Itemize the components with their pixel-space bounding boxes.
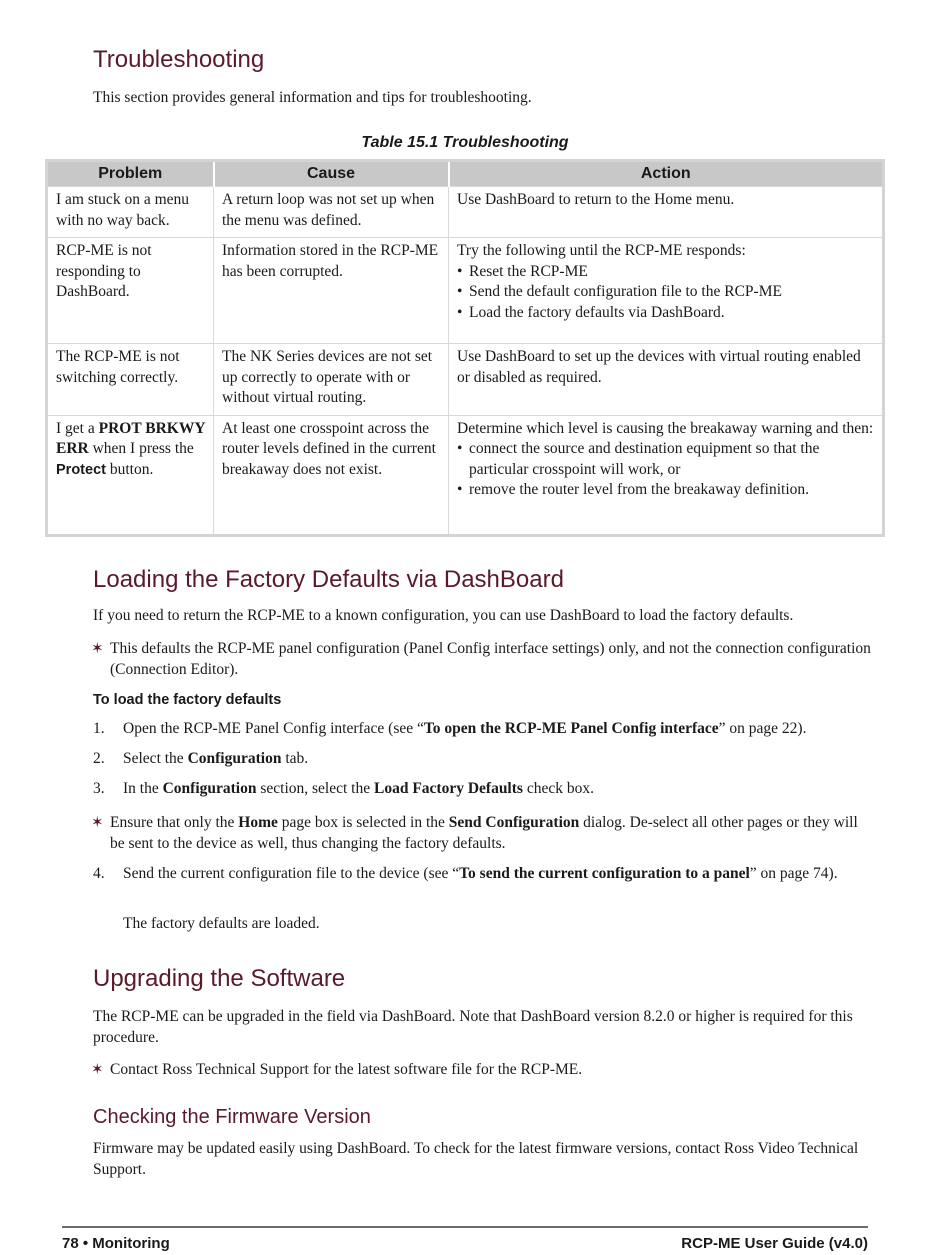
- action-text: Try the following until the RCP-ME responds:: [457, 242, 746, 259]
- factory-defaults-heading: Loading the Factory Defaults via DashBoard: [93, 566, 564, 593]
- step-text: check box.: [522, 780, 594, 797]
- step-number: 2.: [93, 750, 105, 767]
- cross-reference-link[interactable]: To open the RCP-ME Panel Config interface: [423, 720, 719, 737]
- action-bullet: • Send the default configuration file to the RCP-ME: [457, 282, 874, 303]
- step-4: [93, 864, 873, 885]
- action-cell: [449, 415, 884, 535]
- cause-cell: A return loop was not set up when the menu was defined.: [214, 187, 449, 238]
- note: [93, 1060, 873, 1081]
- star-note-icon: ✶: [91, 815, 104, 831]
- upgrade-intro: The RCP-ME can be upgraded in the field via DashBoard. Note that DashBoard version 8.2.0 or higher is required for this procedure.: [93, 1008, 853, 1046]
- error-code: PROT BRKWY ERR: [56, 419, 205, 457]
- action-bullet: • remove the router level from the breakaway definition.: [457, 480, 874, 501]
- problem-text: I get a: [56, 419, 99, 437]
- table-caption: Table 15.1 Troubleshooting: [361, 134, 569, 151]
- problem-cell: I am stuck on a menu with no way back.: [47, 187, 214, 238]
- procedure-title: To load the factory defaults: [93, 692, 282, 708]
- star-note-icon: ✶: [91, 641, 104, 657]
- table-row: [47, 344, 884, 416]
- step-number: 1.: [93, 720, 105, 737]
- step-text: section, select the: [256, 780, 374, 797]
- cross-reference-link[interactable]: To send the current configuration to a panel: [459, 865, 750, 882]
- ui-term: Home: [238, 814, 278, 831]
- upgrade-heading: Upgrading the Software: [93, 965, 346, 992]
- problem-cell: [47, 415, 214, 535]
- note-text: dialog. De-select all other pages or they will be sent to the device as well, thus changing the factory defaults.: [110, 814, 858, 852]
- problem-cell: The RCP-ME is not switching correctly.: [47, 344, 214, 416]
- note-text: Ensure that only the: [110, 814, 239, 831]
- note-text: page box is selected in the: [277, 814, 449, 831]
- column-header-problem: Problem: [47, 161, 214, 187]
- action-bullet: • Load the factory defaults via DashBoard.: [457, 303, 874, 324]
- footer-divider: [62, 1226, 868, 1228]
- action-bullet: • connect the source and destination equipment so that the particular crosspoint will work, or: [457, 439, 874, 480]
- table-row: [47, 415, 884, 535]
- footer-guide-title: RCP-ME User Guide (v4.0): [681, 1235, 868, 1252]
- factory-intro: If you need to return the RCP-ME to a known configuration, you can use DashBoard to load the factory defaults.: [93, 607, 794, 624]
- firmware-subheading: Checking the Firmware Version: [93, 1106, 371, 1128]
- footer-page-label: 78 • Monitoring: [62, 1235, 170, 1252]
- step-result: The factory defaults are loaded.: [123, 915, 320, 932]
- cause-cell: At least one crosspoint across the router levels defined in the current breakaway does not exist.: [214, 415, 449, 535]
- step-text: In the: [123, 780, 163, 797]
- table-header-row: [47, 161, 884, 187]
- table-row: [47, 187, 884, 238]
- step-text: Open the RCP-ME Panel Config interface (see “: [123, 720, 424, 737]
- step-number: 4.: [93, 865, 105, 882]
- ui-term: Configuration: [187, 750, 282, 767]
- cause-cell: Information stored in the RCP-ME has been corrupted.: [214, 238, 449, 344]
- action-cell: Use DashBoard to return to the Home menu.: [449, 187, 884, 238]
- protect-button-label: Protect: [56, 461, 106, 478]
- step-text: Select the: [123, 750, 188, 767]
- note-text: This defaults the RCP-ME panel configuration (Panel Config interface settings) only, and not the connection configuration (Connection Editor).: [110, 640, 871, 678]
- action-text: Determine which level is causing the breakaway warning and then:: [457, 419, 874, 437]
- column-header-cause: Cause: [214, 161, 449, 187]
- step-text: ” on page 22).: [718, 720, 807, 737]
- note: [93, 639, 873, 680]
- ui-term: Send Configuration: [448, 814, 580, 831]
- step-1: [93, 719, 873, 740]
- action-cell: Use DashBoard to set up the devices with virtual routing enabled or disabled as required.: [449, 344, 884, 416]
- cause-cell: The NK Series devices are not set up correctly to operate with or without virtual routing.: [214, 344, 449, 416]
- action-cell: [449, 238, 884, 344]
- table-row: [47, 238, 884, 344]
- ui-term: Load Factory Defaults: [373, 780, 523, 797]
- firmware-text: Firmware may be updated easily using DashBoard. To check for the latest firmware versions, contact Ross Video Technical Support.: [93, 1140, 859, 1178]
- step-text: tab.: [281, 750, 309, 767]
- step-2: [93, 749, 873, 770]
- problem-text: button.: [105, 460, 154, 478]
- troubleshooting-heading: Troubleshooting: [93, 46, 265, 73]
- note-text: Contact Ross Technical Support for the latest software file for the RCP-ME.: [110, 1061, 583, 1078]
- troubleshooting-intro: This section provides general information and tips for troubleshooting.: [93, 89, 532, 106]
- problem-cell: RCP-ME is not responding to DashBoard.: [47, 238, 214, 344]
- column-header-action: Action: [449, 161, 884, 187]
- step-3: [93, 779, 873, 800]
- step-text: Send the current configuration file to the device (see “: [123, 865, 460, 882]
- problem-text: when I press the: [88, 440, 194, 457]
- troubleshooting-table: [45, 159, 885, 537]
- action-bullet: • Reset the RCP-ME: [457, 262, 874, 283]
- note: [93, 813, 873, 854]
- step-text: ” on page 74).: [749, 865, 838, 882]
- step-number: 3.: [93, 780, 105, 797]
- star-note-icon: ✶: [91, 1062, 104, 1078]
- ui-term: Configuration: [162, 780, 257, 797]
